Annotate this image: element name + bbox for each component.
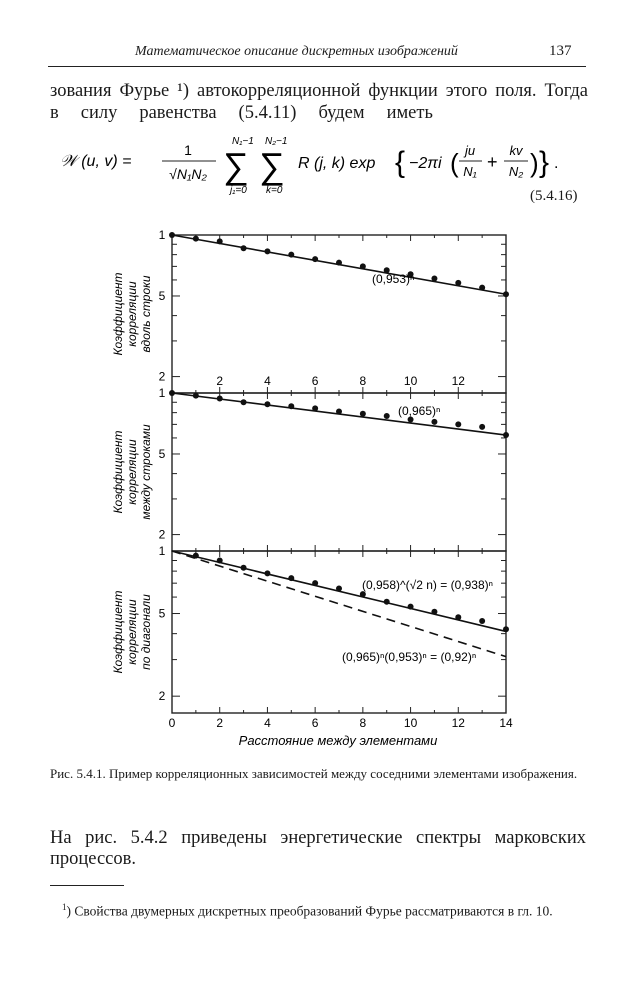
panel-ylabel-line: Коэффициент xyxy=(111,272,125,356)
frac2-den: N₂ xyxy=(508,164,524,179)
fit-label: (0,965)ⁿ(0,953)ⁿ = (0,92)ⁿ xyxy=(342,650,477,664)
sum1-bottom: j₁=0 xyxy=(230,185,247,196)
paragraph-line-2 xyxy=(50,102,455,124)
y-tick-label: 2 xyxy=(158,689,166,704)
x-tick-label: 0 xyxy=(168,716,176,730)
fit-label: (0,958)^(√2 n) = (0,938)ⁿ xyxy=(362,578,493,592)
y-tick-label: 5 xyxy=(158,446,166,461)
x-tick-label: 12 xyxy=(451,716,465,730)
data-point xyxy=(431,419,437,425)
x-tick-label: 4 xyxy=(264,716,271,730)
sum1-symbol: ∑ xyxy=(223,145,249,186)
fit-line-fit xyxy=(172,393,506,435)
brace-close: } xyxy=(539,146,550,179)
footnote-rule xyxy=(50,885,124,886)
y-tick-label: 1 xyxy=(158,228,166,242)
panel-ylabel-line: между строками xyxy=(139,424,153,520)
fit-line-fit xyxy=(172,235,506,294)
frac1-den: N₁ xyxy=(463,164,477,179)
data-point xyxy=(479,424,485,430)
formula-lhs: 𝒲 (u, v) = xyxy=(60,153,132,170)
plus: + xyxy=(487,152,498,172)
y-tick-label: 1 xyxy=(158,544,166,558)
word: иметь xyxy=(386,103,433,123)
formula-den: √N₁N₂ xyxy=(169,166,207,182)
y-tick-label: 2 xyxy=(158,527,166,542)
fit-label: (0,953)ⁿ xyxy=(372,272,415,286)
fit-line-fit-dashed xyxy=(172,551,506,657)
header-rule xyxy=(48,66,586,67)
data-point xyxy=(455,421,461,427)
word: будем xyxy=(318,103,365,123)
exp-pre: −2πi xyxy=(409,155,442,172)
word: (5.4.11) xyxy=(238,103,297,123)
brace-open: { xyxy=(395,146,406,179)
x-tick-label: 10 xyxy=(403,716,418,730)
paren-close: ) xyxy=(530,148,539,178)
panel-frame-2 xyxy=(172,393,506,551)
panel-ylabel-line: Коэффициент xyxy=(111,430,125,514)
top-x-tick-label: 4 xyxy=(264,374,271,388)
frac2-num: kv xyxy=(509,143,523,158)
page-number: 137 xyxy=(549,43,572,59)
footnote-mark: 1 xyxy=(62,902,67,912)
running-header-title: Математическое описание дискретных изображений xyxy=(135,44,458,59)
footnote-text: ) Свойства двумерных дискретных преобразований Фурье рассматриваются в гл. 10. xyxy=(66,903,553,919)
figure-caption: Рис. 5.4.1. Пример корреляционных зависимостей между соседними элементами изображения. xyxy=(50,766,578,781)
frac1-num: ju xyxy=(464,143,476,158)
y-tick-label: 2 xyxy=(158,369,166,384)
top-x-tick-label: 10 xyxy=(403,374,418,388)
formula-end: . xyxy=(554,155,559,172)
sum2-symbol: ∑ xyxy=(259,145,285,186)
fit-label: (0,965)ⁿ xyxy=(398,404,441,418)
panel-ylabel-line: корреляции xyxy=(125,439,139,505)
word: силу xyxy=(80,103,118,123)
panel-ylabel-line: корреляции xyxy=(125,281,139,347)
correlation-figure xyxy=(0,215,641,760)
x-tick-label: 6 xyxy=(311,716,319,730)
formula-5-4-16 xyxy=(60,128,580,208)
paragraph-line-1: зования Фурье ¹) автокорреляционной функции этого поля. Тогда xyxy=(50,81,588,101)
panel-ylabel-line: корреляции xyxy=(125,599,139,665)
panel-ylabel-line: по диагонали xyxy=(139,594,153,670)
x-tick-label: 2 xyxy=(216,716,224,730)
top-x-tick-label: 12 xyxy=(451,374,465,388)
panel-ylabel-line: вдоль строки xyxy=(139,275,153,353)
x-tick-label: 14 xyxy=(499,716,513,730)
data-point xyxy=(384,413,390,419)
top-x-tick-label: 6 xyxy=(311,374,319,388)
sum2-bottom: k=0 xyxy=(266,185,283,196)
y-tick-label: 5 xyxy=(158,606,166,621)
panel-frame-1 xyxy=(172,235,506,393)
panel-frame-3 xyxy=(172,551,506,713)
sum2-top: N₂−1 xyxy=(265,136,288,147)
panel-ylabel-line: Коэффициент xyxy=(111,590,125,674)
x-axis-label: Расстояние между элементами xyxy=(238,733,438,748)
equation-number: (5.4.16) xyxy=(530,188,578,204)
data-point xyxy=(360,411,366,417)
y-tick-label: 1 xyxy=(158,386,166,400)
sum1-top: N₁−1 xyxy=(232,136,254,147)
formula-body: R (j, k) exp xyxy=(298,155,376,172)
top-x-tick-label: 8 xyxy=(359,374,367,388)
formula-num: 1 xyxy=(184,142,192,158)
y-tick-label: 5 xyxy=(158,288,166,303)
paren-open: ( xyxy=(450,148,459,178)
top-x-tick-label: 2 xyxy=(216,374,224,388)
word: равенства xyxy=(139,103,217,123)
paragraph-2: На рис. 5.4.2 приведены энергетические спектры марковских процессов. xyxy=(50,828,586,869)
footnote xyxy=(50,899,586,920)
word: в xyxy=(50,103,59,123)
data-point xyxy=(479,618,485,624)
x-tick-label: 8 xyxy=(359,716,367,730)
